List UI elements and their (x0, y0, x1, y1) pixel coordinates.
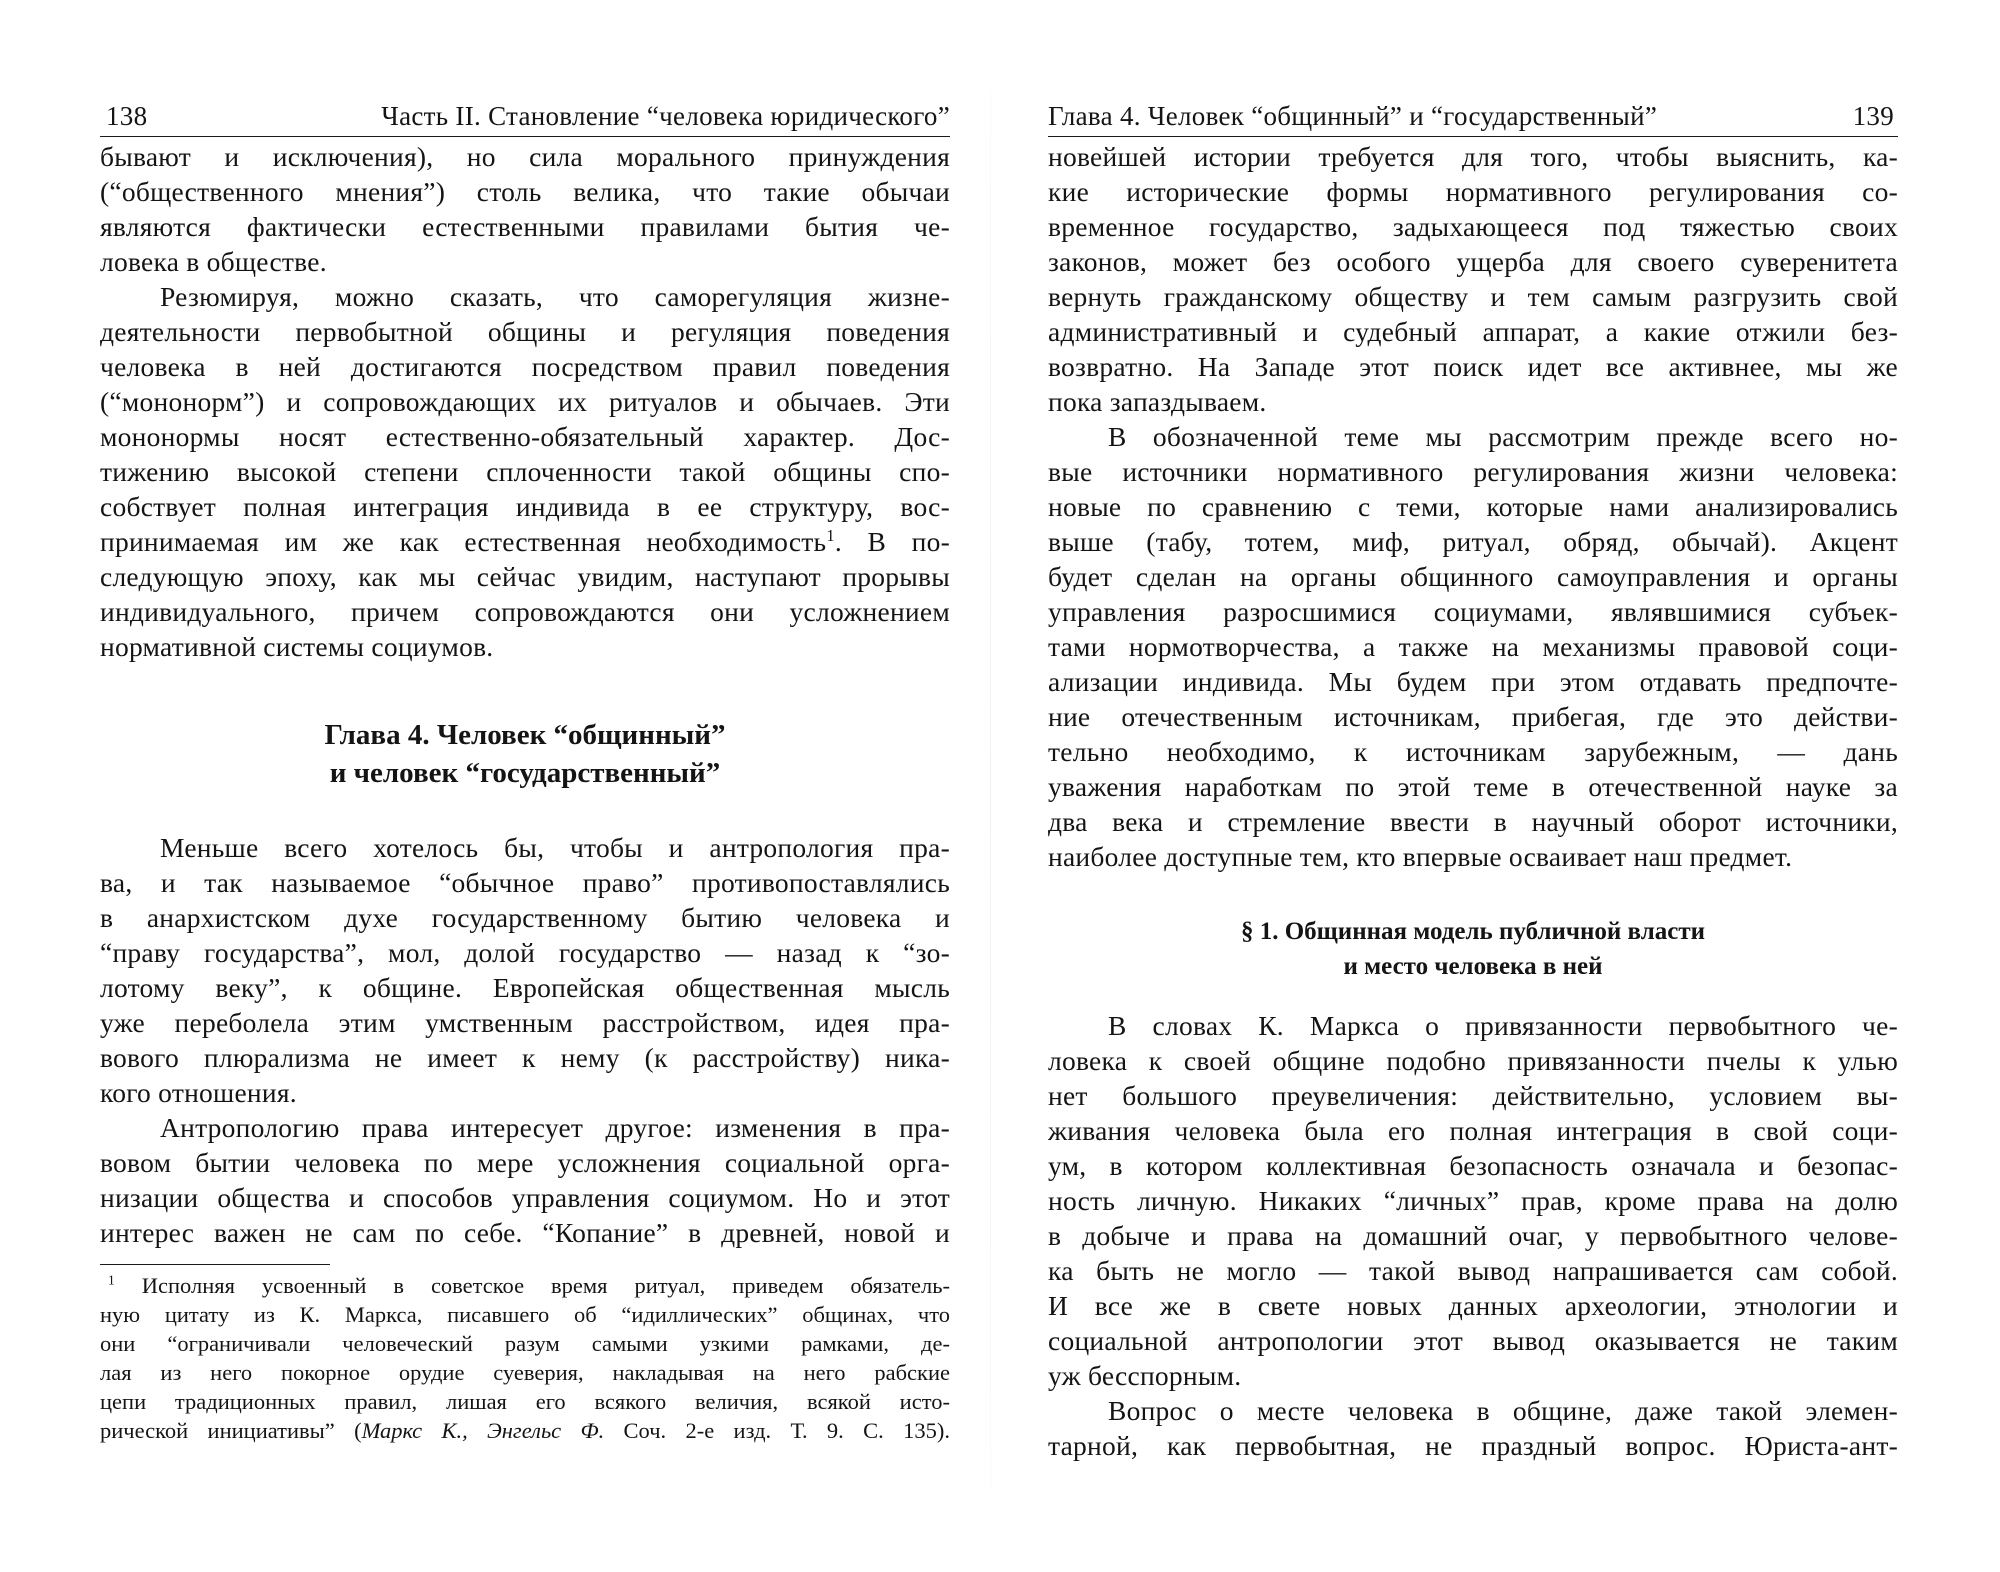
text-line: деятельности первобытной общины и регуляция поведения (100, 316, 950, 347)
text-line: нет большого преувеличения: действительно, условием вы- (1048, 1080, 1898, 1111)
text-line: В обозначенной теме мы рассмотрим прежде всего но- (1108, 421, 1898, 452)
text-line: вовом бытии человека по мере усложнения социальной орга- (100, 1147, 950, 1178)
text-line: В словах К. Маркса о привязанности первобытного че- (1108, 1010, 1898, 1041)
footnote-marker[interactable]: 1 (826, 525, 835, 545)
left-page (100, 96, 950, 1445)
text-line: ализации индивида. Мы будем при этом отдавать предпочте- (1048, 666, 1898, 697)
text-line: пока запаздываем. (1048, 386, 1267, 417)
chapter-heading-line: Глава 4. Человек “общинный” (324, 719, 726, 751)
section-heading-line: § 1. Общинная модель публичной власти (1240, 918, 1706, 945)
text-line: ловека к своей общине подобно привязанности пчелы к улью (1048, 1045, 1898, 1076)
text-line: “праву государства”, мол, долой государство — назад к “зо- (100, 937, 950, 968)
text-line: живания человека была его полная интеграция в свой соци- (1048, 1115, 1898, 1146)
text-line: возвратно. На Западе этот поиск идет все активнее, мы же (1048, 351, 1898, 382)
footnote-citation-authors: Маркс К., Энгельс Ф. (361, 1418, 605, 1443)
text-line: лотому веку”, к общине. Европейская общественная мысль (100, 972, 950, 1003)
footnote-text: Исполняя усвоенный в советское время ритуал, приведем обязатель- (141, 1273, 950, 1298)
text-line: уважения наработкам по этой теме в отечественной науке за (1048, 771, 1898, 802)
text-line: социальной антропологии этот вывод оказывается не таким (1048, 1325, 1898, 1356)
text-line: будет сделан на органы общинного самоуправления и органы (1048, 561, 1898, 592)
text-line: тельно необходимо, к источникам зарубежным, — дань (1048, 736, 1898, 767)
footnote-line: ную цитату из К. Маркса, писавшего об “идиллических” общинах, что (100, 1302, 950, 1327)
text-line: ние отечественным источникам, прибегая, где это действи- (1048, 701, 1898, 732)
text-line: И все же в свете новых данных археологии, этнологии и (1048, 1290, 1898, 1321)
right-page (1048, 96, 1898, 1463)
footnote-line (100, 1271, 950, 1300)
text-line-with-footnote (100, 524, 950, 559)
text-line: нормативной системы социумов. (100, 631, 494, 662)
footnote-number: 1 (108, 1272, 115, 1288)
chapter-heading (100, 716, 950, 792)
text-line: уже переболела этим умственным расстройством, идея пра- (100, 1007, 950, 1038)
footnote (100, 1271, 950, 1445)
text-line: вового плюрализма не имеет к нему (к расстройству) ника- (100, 1042, 950, 1073)
text-line: уж бесспорным. (1048, 1360, 1242, 1391)
text-line: собствует полная интеграция индивида в ее структуру, вос- (100, 491, 950, 522)
section-heading (1048, 914, 1898, 984)
text-line: следующую эпоху, как мы сейчас увидим, наступают прорывы (100, 561, 950, 592)
text-line: два века и стремление ввести в научный оборот источники, (1048, 806, 1898, 837)
text-line: Меньше всего хотелось бы, чтобы и антропология пра- (160, 832, 950, 863)
text-line: Антропологию права интересует другое: изменения в пра- (160, 1112, 950, 1143)
footnote-line: рической инициативы” (Маркс К., Энгельс Ф. Соч. 2-е изд. Т. 9. С. 135). (100, 1418, 950, 1443)
right-page-number: 139 (1852, 101, 1894, 131)
text-line: административный и судебный аппарат, а какие отжили без- (1048, 316, 1898, 347)
footnote-text: рической инициативы” (100, 1418, 335, 1443)
text-line: принимаемая им же как естественная необходимость (100, 526, 827, 557)
footnote-line: лая из него покорное орудие суеверия, накладывая на него рабские (100, 1360, 950, 1385)
text-line: ность личную. Никаких “личных” прав, кроме права на долю (1048, 1185, 1898, 1216)
text-line: ка быть не могло — такой вывод напрашивается сам собой. (1048, 1255, 1898, 1286)
left-running-header (100, 96, 950, 137)
text-line: вые источники нормативного регулирования жизни человека: (1048, 456, 1898, 487)
text-line: в добыче и права на домашний очаг, у первобытного челове- (1048, 1220, 1898, 1251)
footnote-rule (100, 1264, 330, 1265)
right-running-head: Глава 4. Человек “общинный” и “государственный” (1048, 101, 1658, 131)
text-line: интерес важен не сам по себе. “Копание” в древней, новой и (100, 1217, 950, 1248)
text-line: (“общественного мнения”) столь велика, что такие обычаи (100, 176, 950, 207)
text-line: низации общества и способов управления социумом. Но и этот (100, 1182, 950, 1213)
section-heading-line: и место человека в ней (1343, 953, 1603, 980)
footnote-line: они “ограничивали человеческий разум самыми узкими рамками, де- (100, 1331, 950, 1356)
text-line-tail: . В по- (834, 526, 950, 557)
text-line: являются фактически естественными правилами бытия че- (100, 211, 950, 242)
text-line: в анархистском духе государственному бытию человека и (100, 902, 950, 933)
left-running-head: Часть II. Становление “человека юридического” (381, 101, 950, 131)
text-line: Резюмируя, можно сказать, что саморегуляция жизне- (160, 281, 950, 312)
text-line: новые по сравнению с теми, которые нами анализировались (1048, 491, 1898, 522)
chapter-heading-line: и человек “государственный” (329, 757, 721, 789)
text-line: тами нормотворчества, а также на механизмы правовой соци- (1048, 631, 1898, 662)
text-line: ум, в котором коллективная безопасность означала и безопас- (1048, 1150, 1898, 1181)
right-page-body (1048, 139, 1898, 1463)
text-line: кого отношения. (100, 1077, 297, 1108)
left-page-body (100, 139, 950, 1445)
text-line: новейшей истории требуется для того, чтобы выяснить, ка- (1048, 141, 1898, 172)
text-line: тарной, как первобытная, не праздный вопрос. Юриста-ант- (1048, 1430, 1898, 1461)
text-line: наиболее доступные тем, кто впервые осваивает наш предмет. (1048, 841, 1793, 872)
text-line: индивидуального, причем сопровождаются они усложнением (100, 596, 950, 627)
text-line: бывают и исключения), но сила морального принуждения (100, 141, 950, 172)
text-line: вернуть гражданскому обществу и тем самым разгрузить свой (1048, 281, 1898, 312)
page-gutter (990, 90, 991, 1490)
text-line: человека в ней достигаются посредством правил поведения (100, 351, 950, 382)
text-line: мононормы носят естественно-обязательный характер. Дос- (100, 421, 950, 452)
right-running-header (1048, 96, 1898, 137)
text-line: (“мононорм”) и сопровождающих их ритуалов и обычаев. Эти (100, 386, 950, 417)
text-line: Вопрос о месте человека в общине, даже такой элемен- (1108, 1395, 1898, 1426)
text-line: кие исторические формы нормативного регулирования со- (1048, 176, 1898, 207)
text-line: ловека в обществе. (100, 246, 327, 277)
text-line: управления разросшимися социумами, являвшимися субъек- (1048, 596, 1898, 627)
text-line: выше (табу, тотем, миф, ритуал, обряд, обычай). Акцент (1048, 526, 1898, 557)
text-line: тижению высокой степени сплоченности такой общины спо- (100, 456, 950, 487)
text-line: временное государство, задыхающееся под тяжестью своих (1048, 211, 1898, 242)
footnote-citation: Соч. 2-е изд. Т. 9. С. 135). (604, 1418, 950, 1443)
left-page-number: 138 (106, 101, 148, 131)
text-line: ва, и так называемое “обычное право” противопоставлялись (100, 867, 950, 898)
text-line: законов, может без особого ущерба для своего суверенитета (1048, 246, 1898, 277)
footnote-line: цепи традиционных правил, лишая его всякого величия, всякой исто- (100, 1389, 950, 1414)
